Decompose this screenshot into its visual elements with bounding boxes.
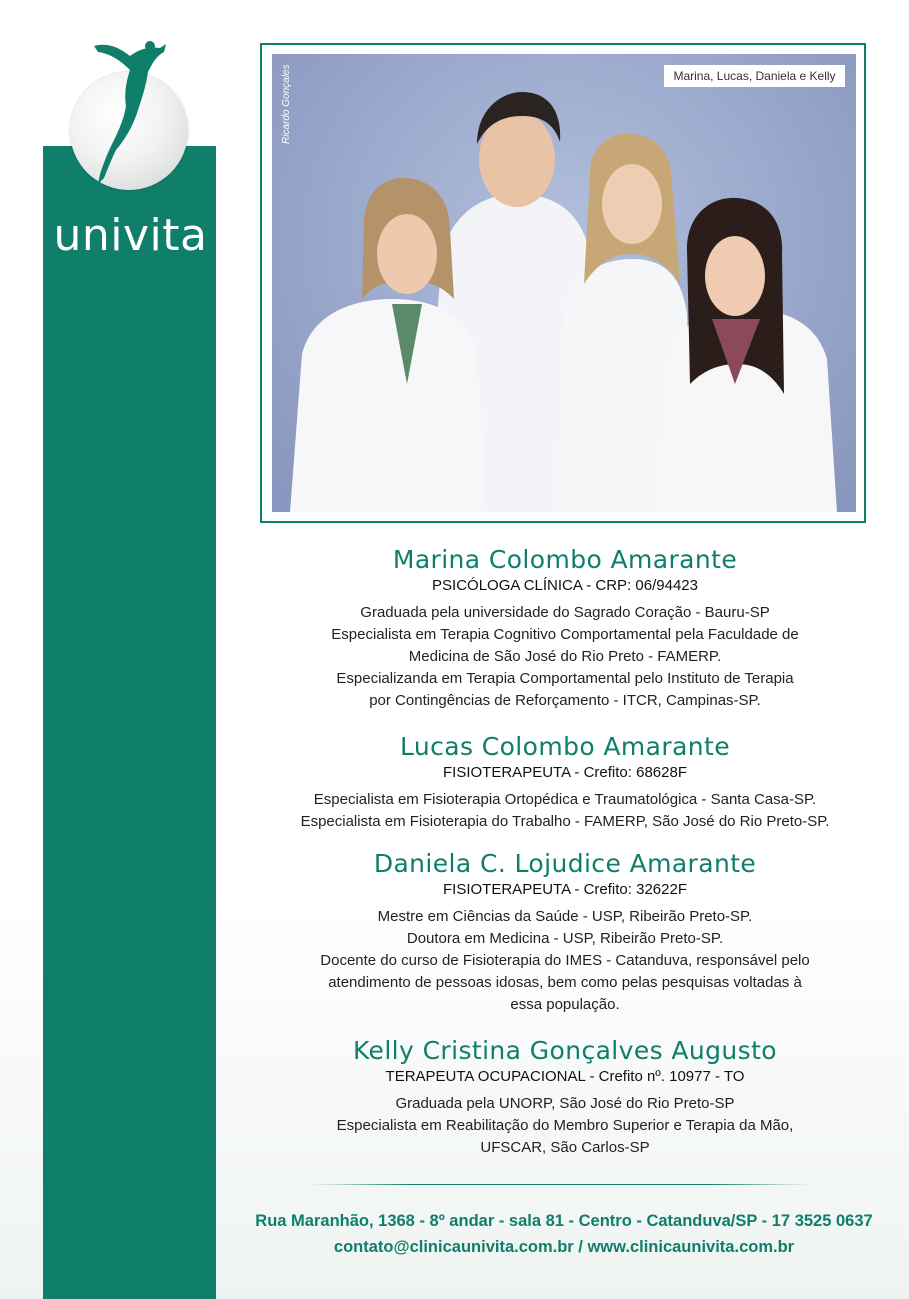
description-line: Especialista em Fisioterapia Ortopédica e Traumatológica - Santa Casa-SP. [313,791,817,808]
brand-sidebar [43,146,216,1299]
description-line: UFSCAR, São Carlos-SP [480,1139,650,1156]
footer-contact[interactable]: contato@clinicaunivita.com.br / www.clinicaunivita.com.br [333,1238,795,1256]
description-line: Docente do curso de Fisioterapia do IMES - Catanduva, responsável pelo [320,952,810,969]
person-description [255,1093,875,1159]
description-line: Especializanda em Terapia Comportamental pelo Instituto de Terapia [336,670,794,687]
person-daniela [255,849,875,1016]
person-role: FISIOTERAPEUTA - Crefito: 68628F [443,764,687,781]
footer-address: Rua Maranhão, 1368 - 8º andar - sala 81 - Centro - Catanduva/SP - 17 3525 0637 [255,1212,873,1230]
photo-credit: Ricardo Gonçales [281,64,292,144]
person-role: FISIOTERAPEUTA - Crefito: 32622F [443,881,687,898]
team-photo [272,54,856,512]
description-line: Especialista em Reabilitação do Membro Superior e Terapia da Mão, [336,1117,794,1134]
person-role: TERAPEUTA OCUPACIONAL - Crefito nº. 10977 - TO [385,1068,745,1085]
person-role: PSICÓLOGA CLÍNICA - CRP: 06/94423 [432,577,698,594]
description-line: Mestre em Ciências da Saúde - USP, Ribeirão Preto-SP. [377,908,753,925]
footer [250,1208,878,1260]
person-description [255,906,875,1016]
description-line: atendimento de pessoas idosas, bem como pelas pesquisas voltadas à [328,974,802,991]
person-name: Daniela C. Lojudice Amarante [373,849,757,878]
brand-wordmark: univita [53,210,208,261]
person-kelly [255,1036,875,1159]
person-description [255,602,875,712]
description-line: essa população. [510,996,620,1013]
photo-caption: Marina, Lucas, Daniela e Kelly [664,65,845,87]
person-lucas [255,732,875,833]
person-name: Marina Colombo Amarante [392,545,738,574]
logo-figure-icon [86,38,176,188]
description-line: Graduada pela UNORP, São José do Rio Preto-SP [395,1095,735,1112]
description-line: Medicina de São José do Rio Preto - FAMERP. [408,648,722,665]
footer-divider [310,1184,810,1185]
person-marina [255,545,875,712]
person-description [255,789,875,833]
person-name: Lucas Colombo Amarante [399,732,731,761]
person-name: Kelly Cristina Gonçalves Augusto [353,1036,777,1065]
description-line: Especialista em Fisioterapia do Trabalho - FAMERP, São José do Rio Preto-SP. [300,813,830,830]
description-line: Doutora em Medicina - USP, Ribeirão Preto-SP. [406,930,724,947]
description-line: por Contingências de Reforçamento - ITCR, Campinas-SP. [369,692,761,709]
professionals-list [255,545,875,1159]
description-line: Especialista em Terapia Cognitivo Comportamental pela Faculdade de [331,626,799,643]
team-photo-illustration [272,54,856,512]
description-line: Graduada pela universidade do Sagrado Coração - Bauru-SP [360,604,770,621]
